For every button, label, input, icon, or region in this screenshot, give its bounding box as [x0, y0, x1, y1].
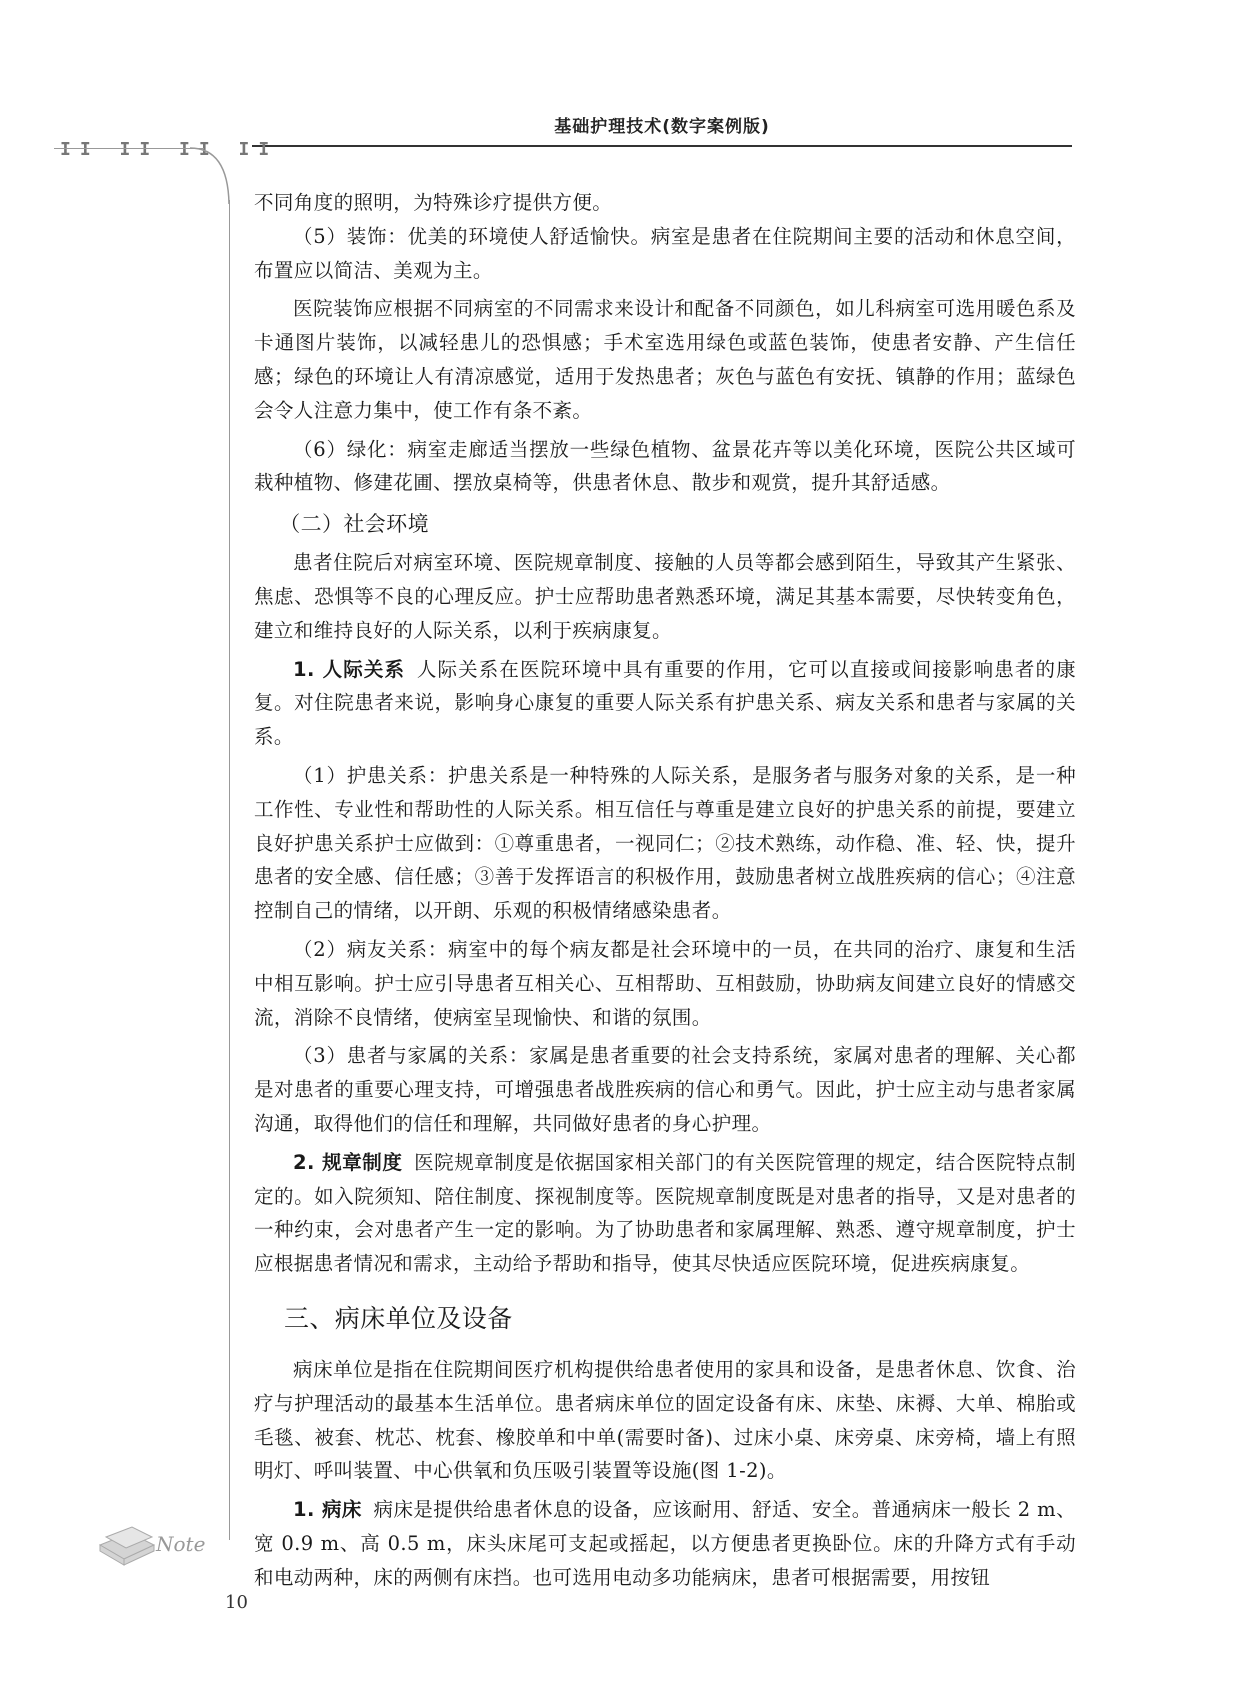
paragraph-text: 病床是提供给患者休息的设备，应该耐用、舒适、安全。普通病床一般长 2 m、宽 0.9 m、高 0.5 m，床头床尾可支起或摇起，以方便患者更换卧位。床的升降方式有手动和电动两种，床的两侧有床挡。也可选用电动多功能病床，患者可根据需要，用按钮: [254, 1498, 1076, 1589]
page-body: [254, 186, 1076, 1594]
paragraph: （1）护患关系：护患关系是一种特殊的人际关系，是服务者与服务对象的关系，是一种工作性、专业性和帮助性的人际关系。相互信任与尊重是建立良好的护患关系的前提，要建立良好护患关系护士应做到：①尊重患者，一视同仁；②技术熟练，动作稳、准、轻、快，提升患者的安全感、信任感；③善于发挥语言的积极作用，鼓励患者树立战胜疾病的信心；④注意控制自己的情绪，以开朗、乐观的积极情绪感染患者。: [254, 763, 1076, 923]
paragraph: [254, 1493, 1076, 1594]
chapter-heading: 三、病床单位及设备: [284, 1303, 513, 1333]
header-rule: [252, 145, 1072, 147]
page-number: 10: [225, 1592, 248, 1613]
note-label: Note: [156, 1532, 206, 1556]
paragraph: （3）患者与家属的关系：家属是患者重要的社会支持系统，家属对患者的理解、关心都是对患者的重要心理支持，可增强患者战胜疾病的信心和勇气。因此，护士应主动与患者家属沟通，取得他们的信任和理解，共同做好患者的身心护理。: [254, 1044, 1076, 1135]
paragraph: [254, 1146, 1076, 1281]
decorative-tick-marks: II II II II: [60, 139, 279, 160]
note-book-icon: [96, 1515, 206, 1570]
paragraph: 患者住院后对病室环境、医院规章制度、接触的人员等都会感到陌生，导致其产生紧张、焦虑、恐惧等不良的心理反应。护士应帮助患者熟悉环境，满足其基本需要，尽快转变角色，建立和维持良好的人际关系，以利于疾病康复。: [254, 551, 1076, 642]
running-header-title: 基础护理技术(数字案例版): [554, 117, 770, 137]
paragraph: （6）绿化：病室走廊适当摆放一些绿色植物、盆景花卉等以美化环境，医院公共区域可栽种植物、修建花圃、摆放桌椅等，供患者休息、散步和观赏，提升其舒适感。: [254, 437, 1076, 495]
paragraph: 不同角度的照明，为特殊诊疗提供方便。: [254, 191, 613, 214]
paragraph-text: 医院规章制度是依据国家相关部门的有关医院管理的规定，结合医院特点制定的。如入院须知、陪住制度、探视制度等。医院规章制度既是对患者的指导，又是对患者的一种约束，会对患者产生一定的影响。为了协助患者和家属理解、熟悉、遵守规章制度，护士应根据患者情况和需求，主动给予帮助和指导，使其尽快适应医院环境，促进疾病康复。: [254, 1150, 1076, 1276]
bold-lead: 2. 规章制度: [293, 1150, 403, 1174]
sidebar-rule: [229, 200, 230, 1540]
paragraph: 病床单位是指在住院期间医疗机构提供给患者使用的家具和设备，是患者休息、饮食、治疗与护理活动的最基本生活单位。患者病床单位的固定设备有床、床垫、床褥、大单、棉胎或毛毯、被套、枕芯、枕套、橡胶单和中单(需要时备)、过床小桌、床旁桌、床旁椅，墙上有照明灯、呼叫装置、中心供氧和负压吸引装置等设施(图 1-2)。: [254, 1357, 1076, 1483]
paragraph: 医院装饰应根据不同病室的不同需求来设计和配备不同颜色，如儿科病室可选用暖色系及卡通图片装饰，以减轻患儿的恐惧感；手术室选用绿色或蓝色装饰，使患者安静、产生信任感；绿色的环境让人有清凉感觉，适用于发热患者；灰色与蓝色有安抚、镇静的作用；蓝绿色会令人注意力集中，使工作有条不紊。: [254, 297, 1076, 422]
decorative-rule: [54, 148, 204, 149]
section-heading: （二）社会环境: [279, 512, 429, 537]
paragraph-text: 人际关系在医院环境中具有重要的作用，它可以直接或间接影响患者的康复。对住院患者来说，影响身心康复的重要人际关系有护患关系、病友关系和患者与家属的关系。: [254, 657, 1076, 749]
paragraph: [254, 653, 1076, 754]
sidebar-curve: [190, 146, 235, 206]
paragraph: （5）装饰：优美的环境使人舒适愉快。病室是患者在住院期间主要的活动和休息空间，布置应以简洁、美观为主。: [254, 224, 1076, 282]
paragraph: （2）病友关系：病室中的每个病友都是社会环境中的一员，在共同的治疗、康复和生活中相互影响。护士应引导患者互相关心、互相帮助、互相鼓励，协助病友间建立良好的情感交流，消除不良情绪，使病室呈现愉快、和谐的氛围。: [254, 937, 1076, 1029]
bold-lead: 1. 人际关系: [293, 657, 406, 681]
bold-lead: 1. 病床: [293, 1498, 362, 1522]
